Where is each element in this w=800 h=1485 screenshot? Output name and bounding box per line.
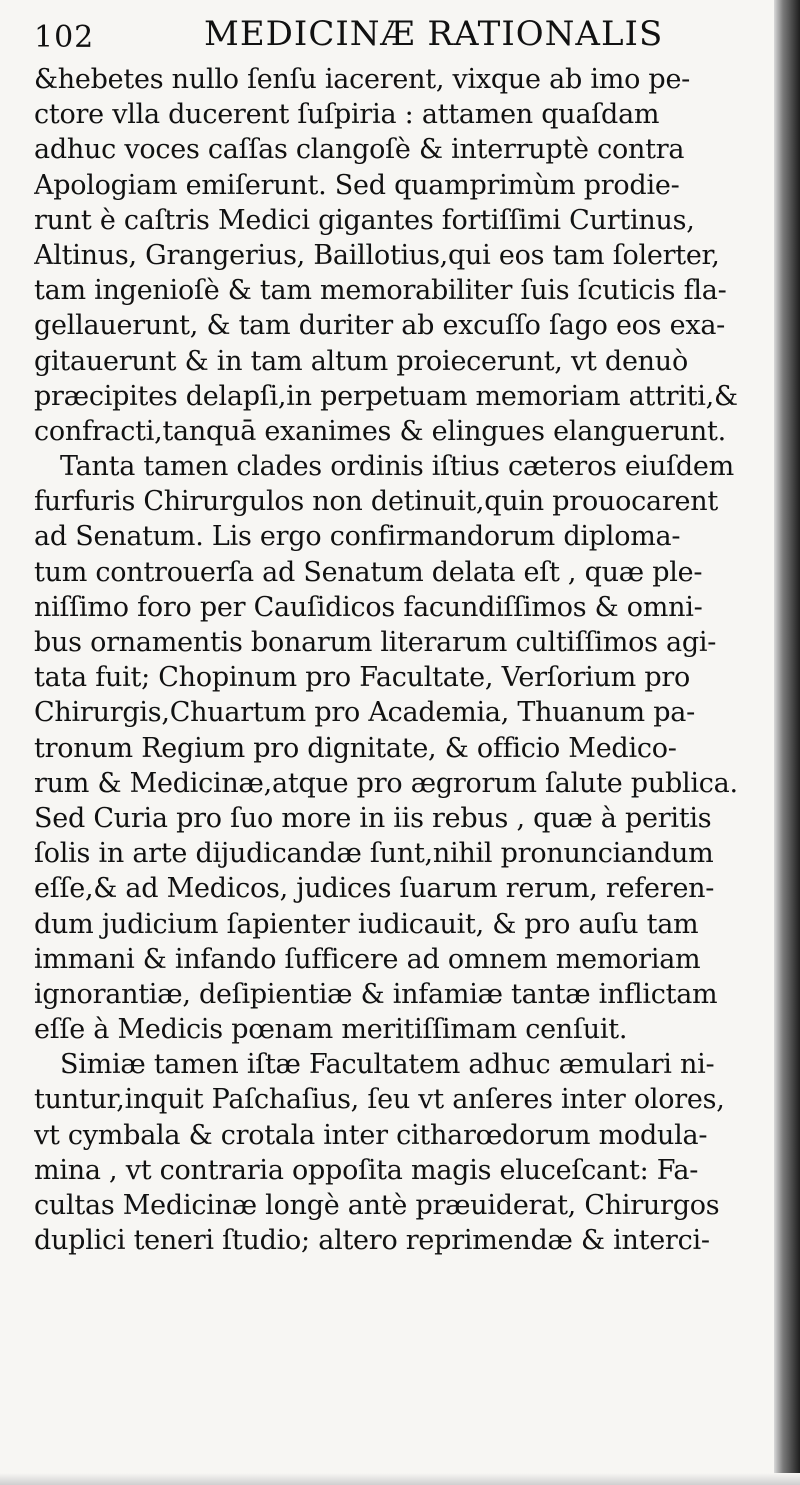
text-line: ctore vlla ducerent ſuſpiria : attamen quaſdam	[34, 99, 660, 131]
running-title: MEDICINÆ RATIONALIS	[204, 14, 664, 54]
text-line: præcipites delapſi,in perpetuam memoriam attriti,&	[34, 380, 738, 412]
text-line: duplici teneri ſtudio; altero reprimendæ & interci-	[34, 1225, 710, 1257]
text-line: adhuc voces caſſas clangoſè & interruptè contra	[34, 134, 685, 166]
text-line: Apologiam emiſerunt. Sed quamprimùm prodie-	[34, 169, 680, 201]
text-line: confracti,tanquā exanimes & elingues elanguerunt.	[34, 415, 726, 447]
text-line: gitauerunt & in tam altum proiecerunt, vt denuò	[34, 345, 688, 377]
text-line: ſolis in arte dijudicandæ ſunt,nihil pronunciandum	[34, 838, 714, 870]
body-text	[34, 62, 774, 1258]
text-line: gellauerunt, & tam duriter ab excuſſo ſago eos exa-	[34, 310, 726, 342]
text-line: rum & Medicinæ,atque pro ægrorum ſalute publica.	[34, 767, 738, 799]
text-line: mina , vt contraria oppoſita magis eluceſcant: Fa-	[34, 1154, 699, 1186]
text-line: tata fuit; Chopinum pro Facultate, Verſorium pro	[34, 662, 691, 694]
text-line: runt è caſtris Medici gigantes fortiſſimi Curtinus,	[34, 204, 695, 236]
text-line: eſſe,& ad Medicos, judices ſuarum rerum, referen-	[34, 873, 715, 905]
text-line: &hebetes nullo ſenſu iacerent, vixque ab imo pe-	[34, 64, 691, 95]
text-line: ignorantiæ, deſipientiæ & infamiæ tantæ inflictam	[34, 978, 718, 1010]
text-line: Tanta tamen clades ordinis iſtius cæteros eiuſdem	[60, 451, 735, 483]
text-line: Altinus, Grangerius, Baillotius,qui eos tam ſolerter,	[34, 239, 720, 271]
text-line: vt cymbala & crotala inter citharœdorum modula-	[34, 1119, 708, 1151]
text-line: Sed Curia pro ſuo more in iis rebus , quæ à peritis	[34, 802, 712, 834]
text-line: tuntur,inquit Paſchaſius, ſeu vt anſeres inter olores,	[34, 1084, 725, 1116]
page-number: 102	[34, 20, 95, 55]
text-line: niſſimo foro per Cauſidicos facundiſſimos & omni-	[34, 591, 703, 623]
page-header	[34, 14, 764, 58]
text-line: Chirurgis,Chuartum pro Academia, Thuanum pa-	[34, 697, 695, 729]
page-bottom-edge	[0, 1473, 800, 1485]
text-line: tronum Regium pro dignitate, & officio Medico-	[34, 732, 677, 764]
text-line: dum judicium ſapienter iudicauit, & pro auſu tam	[34, 908, 699, 940]
text-line: tam ingenioſè & tam memorabiliter ſuis ſcuticis fla-	[34, 275, 727, 307]
text-line: Simiæ tamen iſtæ Facultatem adhuc æmulari ni-	[60, 1049, 715, 1081]
text-line: ad Senatum. Lis ergo confirmandorum diploma-	[34, 521, 681, 553]
book-gutter-shadow	[774, 0, 800, 1485]
text-line: tum controuerſa ad Senatum delata eſt , quæ ple-	[34, 556, 703, 588]
text-line: eſſe à Medicis pœnam meritiſſimam cenſuit.	[34, 1014, 628, 1046]
text-line: immani & infando ſufficere ad omnem memoriam	[34, 943, 701, 975]
text-line: bus ornamentis bonarum literarum cultiſſimos agi-	[34, 627, 717, 658]
text-line: cultas Medicinæ longè antè præuiderat, Chirurgos	[34, 1190, 720, 1221]
text-line: furfuris Chirurgulos non detinuit,quin prouocarent	[34, 486, 718, 518]
